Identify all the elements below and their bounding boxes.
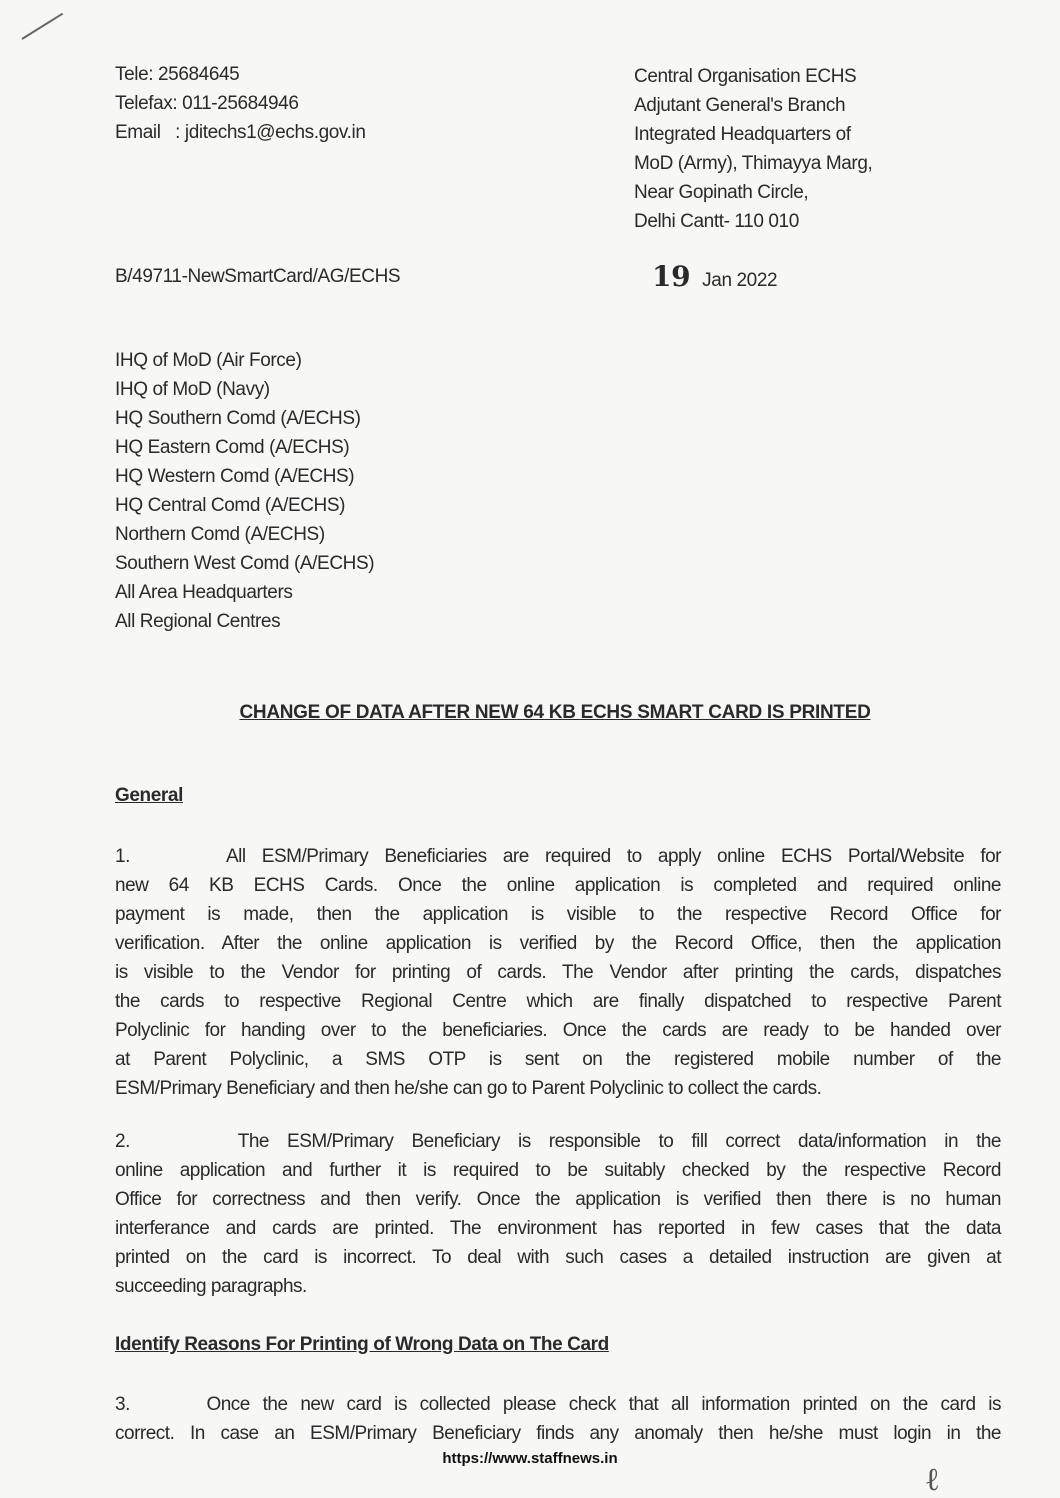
footer-url: https://www.staffnews.in xyxy=(442,1450,618,1467)
addressee: All Regional Centres xyxy=(115,611,281,632)
address-line: Delhi Cantt- 110 010 xyxy=(634,211,799,232)
month-year: Jan 2022 xyxy=(702,270,778,291)
section-heading-reasons: Identify Reasons For Printing of Wrong Data on The Card xyxy=(115,1334,609,1355)
paragraph-line: 1. All ESM/Primary Beneficiaries are required to apply online ECHS Portal/Website for xyxy=(115,846,1001,867)
tele: Tele: 25684645 xyxy=(115,64,240,85)
telefax: Telefax: 011-25684946 xyxy=(115,93,299,114)
addressee: Southern West Comd (A/ECHS) xyxy=(115,553,375,574)
addressee-list xyxy=(115,346,374,636)
email: Email : jditechs1@echs.gov.in xyxy=(115,122,366,143)
paragraph-line: printed on the card is incorrect. To deal with such cases a detailed instruction are given at xyxy=(115,1247,1001,1268)
paragraph-line: succeeding paragraphs. xyxy=(115,1276,307,1297)
address-line: Adjutant General's Branch xyxy=(634,95,846,116)
paragraph-line: 2. The ESM/Primary Beneficiary is responsible to fill correct data/information in the xyxy=(115,1131,1001,1152)
addressee: IHQ of MoD (Air Force) xyxy=(115,350,302,371)
sender-address xyxy=(634,62,872,236)
paragraph-2 xyxy=(115,1127,1001,1301)
paragraph-line: 3. Once the new card is collected please check that all information printed on the card is xyxy=(115,1394,1001,1415)
address-line: Integrated Headquarters of xyxy=(634,124,851,145)
pen-mark xyxy=(21,13,63,40)
section-heading-general: General xyxy=(115,785,183,806)
address-line: Central Organisation ECHS xyxy=(634,66,857,87)
paragraph-1 xyxy=(115,842,1001,1103)
addressee: HQ Southern Comd (A/ECHS) xyxy=(115,408,361,429)
address-line: MoD (Army), Thimayya Marg, xyxy=(634,153,873,174)
paragraph-line: Polyclinic for handing over to the beneficiaries. Once the cards are ready to be handed over xyxy=(115,1020,1001,1041)
paragraph-3 xyxy=(115,1390,1001,1448)
paragraph-line: interferance and cards are printed. The environment has reported in few cases that the data xyxy=(115,1218,1001,1239)
initials-mark: ℓ xyxy=(924,1460,940,1498)
paragraph-line: new 64 KB ECHS Cards. Once the online application is completed and required online xyxy=(115,875,1001,896)
contact-block xyxy=(115,60,365,147)
paragraph-line: is visible to the Vendor for printing of cards. The Vendor after printing the cards, dispatches xyxy=(115,962,1001,983)
address-line: Near Gopinath Circle, xyxy=(634,182,809,203)
paragraph-line: verification. After the online application is verified by the Record Office, then the application xyxy=(115,933,1001,954)
paragraph-line: ESM/Primary Beneficiary and then he/she can go to Parent Polyclinic to collect the cards. xyxy=(115,1078,822,1099)
addressee: HQ Eastern Comd (A/ECHS) xyxy=(115,437,350,458)
addressee: HQ Central Comd (A/ECHS) xyxy=(115,495,346,516)
document-title: CHANGE OF DATA AFTER NEW 64 KB ECHS SMART CARD IS PRINTED xyxy=(239,702,871,723)
addressee: All Area Headquarters xyxy=(115,582,293,603)
paragraph-line: the cards to respective Regional Centre which are finally dispatched to respective Parent xyxy=(115,991,1001,1012)
letter-date xyxy=(652,262,777,295)
reference-number: B/49711-NewSmartCard/AG/ECHS xyxy=(115,266,401,287)
paragraph-line: correct. In case an ESM/Primary Beneficiary finds any anomaly then he/she must login in the xyxy=(115,1423,1001,1444)
handwritten-day: 19 xyxy=(652,260,691,293)
addressee: HQ Western Comd (A/ECHS) xyxy=(115,466,355,487)
paragraph-line: at Parent Polyclinic, a SMS OTP is sent on the registered mobile number of the xyxy=(115,1049,1001,1070)
addressee: IHQ of MoD (Navy) xyxy=(115,379,270,400)
addressee: Northern Comd (A/ECHS) xyxy=(115,524,325,545)
paragraph-line: online application and further it is required to be suitably checked by the respective Record xyxy=(115,1160,1001,1181)
paragraph-line: payment is made, then the application is visible to the respective Record Office for xyxy=(115,904,1001,925)
paragraph-line: Office for correctness and then verify. Once the application is verified then there is no human xyxy=(115,1189,1001,1210)
